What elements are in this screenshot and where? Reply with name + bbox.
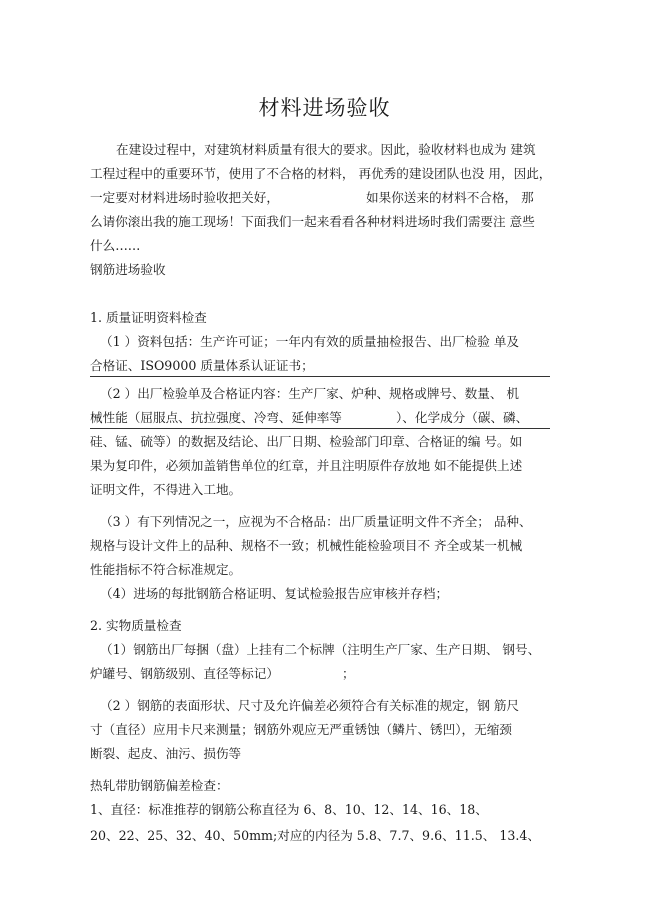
sec1-item2-line1: （2 ）出厂检验单及合格证内容：生产厂家、炉种、规格或牌号、数量、 机 [100, 386, 520, 401]
section-2-title: 2. 实物质量检查 [90, 618, 182, 633]
underline-rule [90, 376, 550, 377]
intro-line-2: 工程过程中的重要环节，使用了不合格的材料， 再优秀的建设团队也没 用，因此， [90, 166, 552, 181]
sec3-item1-line1: 1、直径：标准推荐的钢筋公称直径为 6、8、10、12、14、16、18、 [90, 802, 488, 817]
underline-rule [90, 428, 550, 429]
document-title: 材料进场验收 [258, 96, 391, 120]
sec1-item1-line1: （1 ）资料包括：生产许可证；一年内有效的质量抽检报告、出厂检验 单及 [100, 334, 520, 349]
sec2-item1-line1: （1）钢筋出厂每捆（盘）上挂有二个标牌（注明生产厂家、生产日期、 钢号、 [100, 642, 541, 657]
section-3-title: 热轧带肋钢筋偏差检查： [90, 778, 229, 793]
intro-line-5: 什么…… [90, 238, 141, 253]
section-heading-rebar: 钢筋进场验收 [90, 262, 166, 277]
sec2-item2-line2: 寸（直径）应用卡尺来测量；钢筋外观应无严重锈蚀（鳞片、锈凹），无缩颈 [90, 722, 512, 737]
sec1-item3-line2: 规格与设计文件上的品种、规格不一致；机械性能检验项目不 齐全或某一机械 [90, 538, 523, 553]
intro-line-3b: 如果你送来的材料不合格， 那 [366, 190, 534, 205]
sec1-item2-line2b: ）、化学成分（碳、磷、 [396, 410, 529, 425]
intro-line-3a: 一定要对材料进场时验收把关好， [90, 190, 279, 205]
sec1-item3-line3: 性能指标不符合标准规定。 [90, 562, 242, 577]
sec1-item3-line1: （3 ）有下列情况之一，应视为不合格品：出厂质量证明文件不齐全； 品种、 [100, 514, 532, 529]
sec1-item2-line3: 硅、锰、硫等）的数据及结论、出厂日期、检验部门印章、合格证的编 号。如 [90, 434, 523, 449]
sec2-item2-line3: 断裂、起皮、油污、损伤等 [90, 746, 242, 761]
section-1-title: 1. 质量证明资料检查 [90, 310, 207, 325]
sec2-item1-line2b: ； [342, 666, 355, 681]
sec1-item2-line4: 果为复印件，必须加盖销售单位的红章，并且注明原件存放地 如不能提供上述 [90, 458, 523, 473]
intro-line-4: 么请你滚出我的施工现场！下面我们一起来看看各种材料进场时我们需要注 意些 [90, 214, 535, 229]
sec1-item1-line2: 合格证、ISO9000 质量体系认证证书； [90, 358, 314, 373]
sec2-item2-line1: （2 ）钢筋的表面形状、尺寸及允许偏差必须符合有关标准的规定，钢 筋尺 [100, 698, 520, 713]
sec3-item1-line2: 20、22、25、32、40、50mm;对应的内径为 5.8、7.7、9.6、11.5、 13.4、 [90, 828, 540, 843]
sec1-item2-line2a: 械性能（屈服点、抗拉强度、冷弯、延伸率等 [90, 410, 342, 425]
sec1-item4: （4）进场的每批钢筋合格证明、复试检验报告应审核并存档； [100, 586, 449, 601]
intro-line-1: 在建设过程中，对建筑材料质量有很大的要求。因此，验收材料也成为 建筑 [116, 142, 536, 157]
sec1-item2-line5: 证明文件，不得进入工地。 [90, 482, 242, 497]
sec2-item1-line2a: 炉罐号、钢筋级别、直径等标记） [90, 666, 279, 681]
